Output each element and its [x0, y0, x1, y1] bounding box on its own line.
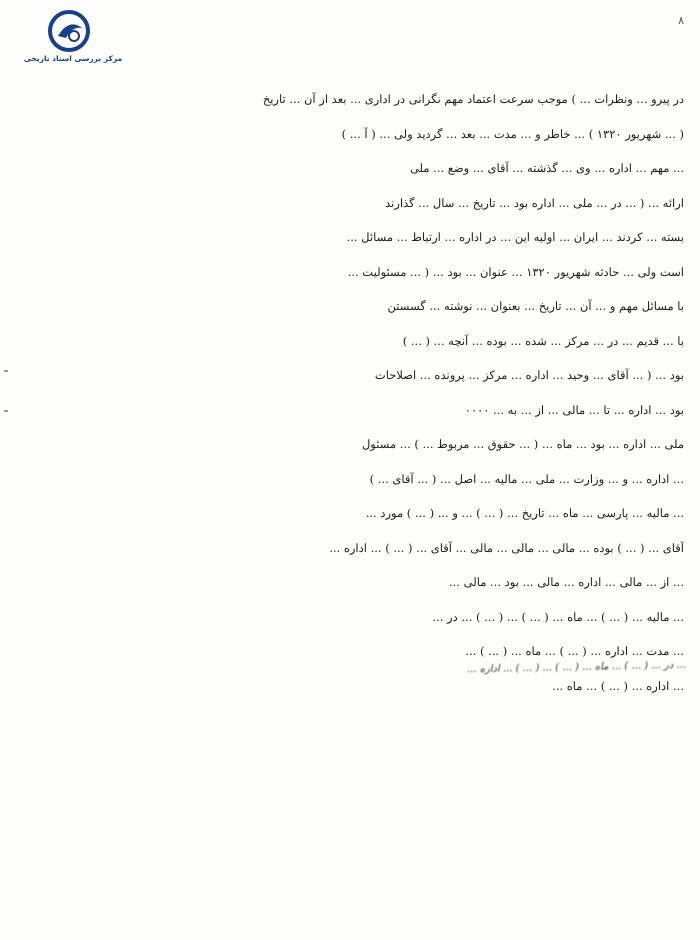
- text-line: ... مالیه ... پارسی ... ماه ... تاریخ ... ( ... ) ... و ... ( ... ) مورد ...: [365, 506, 684, 520]
- text-line: است ولی ... حادثه شهریور ۱۳۲۰ ... عنوان ... بود ... ( ... مسئولیت ...: [347, 264, 684, 279]
- page-number: ۸: [678, 14, 684, 27]
- text-line: بود ... اداره ... تا ... مالی ... از ... به ... ۰۰۰۰: [464, 402, 684, 417]
- margin-mark: [4, 410, 8, 412]
- text-line: ... اداره ... ( ... ) ... ماه ...: [552, 678, 684, 693]
- text-line: ... مهم ... اداره ... وی ... گذشته ... آقای ... وضع ... ملی: [409, 161, 684, 175]
- text-line: ... اداره ... و ... وزارت ... ملی ... مالیه ... اصل ... ( ... آقای ... ): [369, 471, 684, 486]
- text-line: با مسائل مهم و ... آن ... تاریخ ... بعنوان ... نوشته ... گسستن: [387, 299, 684, 313]
- text-line: ارائه ... ( ... در ... ملی ... اداره بود ... تاریخ ... سال ... گذارند: [385, 195, 684, 210]
- margin-mark: [4, 370, 8, 372]
- text-line: ( ... شهریور ۱۳۲۰ ) ... خاطر و ... مدت ... بعد ... گردید ولی ... ( آ ... ): [341, 126, 684, 141]
- text-line: ... مدت ... اداره ... ( ... ) ... ماه ... ( ... ) ...: [465, 644, 684, 658]
- text-line: ... مالیه ... ( ... ) ... ماه ... ( ... ) ... ( ... ) ... در ...: [432, 609, 684, 624]
- handwritten-text-body: [52, 92, 687, 713]
- text-line: بود ... ( ... آقای ... وحید ... اداره ... مرکز ... پرونده ... اصلاحات: [374, 368, 684, 382]
- archive-logo: [18, 6, 128, 70]
- text-line: با ... قدیم ... در ... مرکز ... شده ... بوده ... آنچه ... ( ... ): [402, 333, 684, 348]
- handwritten-insertion: ... در ... ( ... ) ... ماه ... ( ... ) ... ( ... ) ... اداره ...: [466, 659, 687, 676]
- logo-caption: مرکز بررسی اسناد تاریخی: [23, 54, 123, 63]
- archive-emblem-icon: [44, 6, 94, 56]
- text-line: آقای ... ( ... ) بوده ... مالی ... مالی ... مالی ... آقای ... ( ... ) ... اداره ...: [329, 540, 684, 555]
- text-line: در پیرو ... ونظرات ... ) موجب سرعت اعتماد مهم نگرانی در اداری ... بعد از آن ... تاریخ: [262, 92, 684, 106]
- text-line: ملی ... اداره ... بود ... ماه ... ( ... حقوق ... مربوط ... ) ... مسئول: [361, 437, 684, 451]
- text-line: بسته ... کردند ... ایران ... اولیه این ... در اداره ... ارتباط ... مسائل ...: [346, 230, 684, 244]
- text-line: ... از ... مالی ... اداره ... مالی ... بود ... مالی ...: [449, 575, 684, 589]
